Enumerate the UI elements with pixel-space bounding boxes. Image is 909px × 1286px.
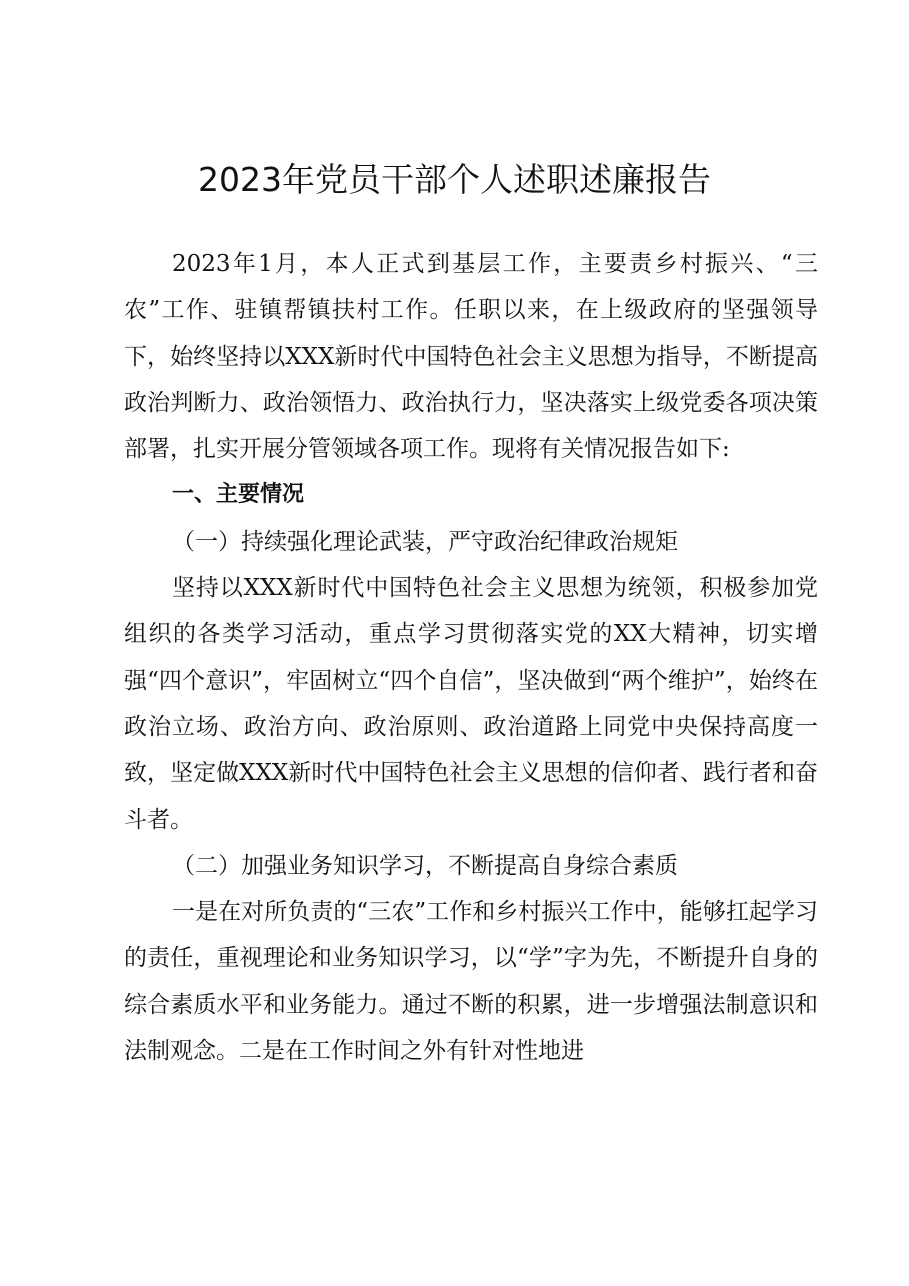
section-heading-main-situation: 一、主要情况 xyxy=(172,482,305,508)
subsection-heading-1: （一）持续强化理论武装，严守政治纪律政治规矩 xyxy=(172,528,678,555)
intro-paragraph: 2023年1月，本人正式到基层工作，主要责乡村振兴、“三农”工作、驻镇帮镇扶村工作。任职以来，在上级政府的坚强领导下，始终坚持以XXX新时代中国特色社会主义思想为指导，不断提高政治判断力、政治领悟力、政治执行力，坚决落实上级党委各项决策部署，扎实开展分管领域各项工作。现将有关情况报告如下: xyxy=(124,251,818,463)
document-body xyxy=(124,241,818,1074)
document-title: 2023年党员干部个人述职述廉报告 xyxy=(198,160,711,199)
subsection-1-paragraph: 坚持以XXX新时代中国特色社会主义思想为统领，积极参加党组织的各类学习活动，重点学习贯彻落实党的XX大精神，切实增强“四个意识”，牢固树立“四个自信”，坚决做到“两个维护”，始终在政治立场、政治方向、政治原则、政治道路上同党中央保持高度一致，坚定做XXX新时代中国特色社会主义思想的信仰者、践行者和奋斗者。 xyxy=(124,575,818,833)
subsection-heading-2: （二）加强业务知识学习，不断提高自身综合素质 xyxy=(172,852,678,879)
subsection-2-paragraph: 一是在对所负责的“三农”工作和乡村振兴工作中，能够扛起学习的责任，重视理论和业务知识学习，以“学”字为先，不断提升自身的综合素质水平和业务能力。通过不断的积累，进一步增强法制意识和法制观念。二是在工作时间之外有针对性地进 xyxy=(124,899,818,1065)
